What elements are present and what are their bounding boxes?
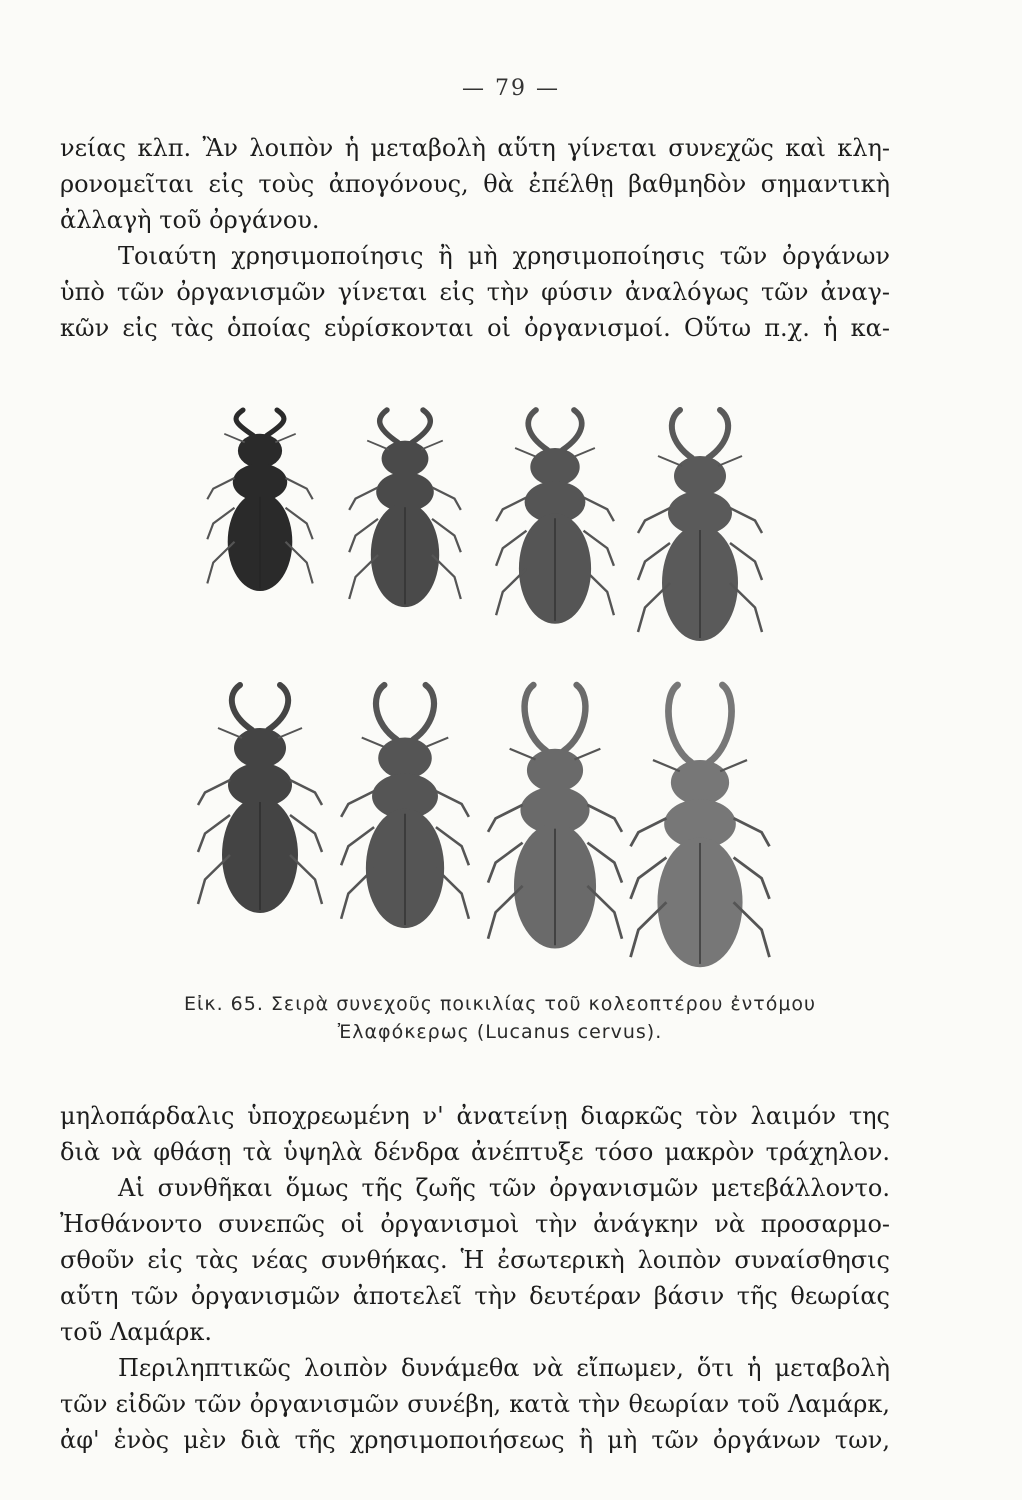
text-line: τῶν εἰδῶν τῶν ὀργανισμῶν συνέβη, κατὰ τὴν θεωρίαν τοῦ Λαμάρκ, bbox=[60, 1390, 890, 1418]
text-line: νείας κλπ. Ἂν λοιπὸν ἡ μεταβολὴ αὕτη γίνεται συνεχῶς καὶ κλη- bbox=[60, 134, 890, 162]
paragraph bbox=[60, 1170, 890, 1350]
stag-beetle bbox=[198, 685, 322, 913]
caption-line: Εἰκ. 65. Σειρὰ συνεχοῦς ποικιλίας τοῦ κολεοπτέρου ἐντόμου bbox=[183, 993, 817, 1015]
text-line: ὑπὸ τῶν ὀργανισμῶν γίνεται εἰς τὴν φύσιν ἀναλόγως τῶν ἀναγ- bbox=[60, 278, 890, 306]
paragraph bbox=[60, 238, 890, 346]
paragraph bbox=[60, 130, 890, 238]
paragraph bbox=[60, 1350, 890, 1458]
text-line: ρονομεῖται εἰς τοὺς ἀπογόνους, θὰ ἐπέλθῃ βαθμηδὸν σημαντικὴ bbox=[60, 170, 890, 198]
caption-line: Ἐλαφόκερως (Lucanus cervus). bbox=[337, 1021, 663, 1043]
stag-beetle bbox=[488, 685, 622, 949]
page-number: — 79 — bbox=[462, 76, 560, 101]
text-line: Αἱ συνθῆκαι ὅμως τῆς ζωῆς τῶν ὀργανισμῶν μετεβάλλοντο. bbox=[118, 1174, 890, 1202]
text-line: ἀφ' ἑνὸς μὲν διὰ τῆς χρησιμοποιήσεως ἢ μὴ τῶν ὀργάνων των, bbox=[60, 1426, 890, 1454]
paragraph bbox=[60, 1098, 890, 1170]
text-line: σθοῦν εἰς τὰς νέας συνθήκας. Ἡ ἐσωτερικὴ λοιπὸν συναίσθησις bbox=[60, 1246, 890, 1274]
text-line: Τοιαύτη χρησιμοποίησις ἢ μὴ χρησιμοποίησις τῶν ὀργάνων bbox=[118, 242, 890, 270]
bottom-text bbox=[60, 1098, 890, 1458]
beetle-illustration bbox=[180, 385, 870, 985]
stag-beetle bbox=[631, 685, 770, 967]
stag-beetle bbox=[638, 410, 762, 641]
text-line: Ἠσθάνοντο συνεπῶς οἱ ὀργανισμοὶ τὴν ἀνάγκην νὰ προσαρμο- bbox=[60, 1210, 890, 1238]
stag-beetle bbox=[341, 685, 469, 928]
figure-caption bbox=[90, 990, 910, 1046]
text-line: μηλοπάρδαλις ὑποχρεωμένη ν' ἀνατείνῃ διαρκῶς τὸν λαιμόν της bbox=[60, 1102, 890, 1130]
text-line: τοῦ Λαμάρκ. bbox=[60, 1318, 213, 1346]
text-line: κῶν εἰς τὰς ὁποίας εὑρίσκονται οἱ ὀργανισμοί. Οὕτω π.χ. ἡ κα- bbox=[60, 314, 890, 342]
stag-beetle bbox=[496, 410, 614, 624]
top-text bbox=[60, 130, 890, 346]
text-line: αὕτη τῶν ὀργανισμῶν ἀποτελεῖ τὴν δευτέραν βάσιν τῆς θεωρίας bbox=[60, 1282, 890, 1310]
stag-beetle bbox=[349, 410, 461, 607]
text-line: διὰ νὰ φθάσῃ τὰ ὑψηλὰ δένδρα ἀνέπτυξε τόσο μακρὸν τράχηλον. bbox=[60, 1138, 890, 1166]
stag-beetle bbox=[207, 410, 312, 591]
text-line: ἀλλαγὴ τοῦ ὀργάνου. bbox=[60, 206, 320, 234]
text-line: Περιληπτικῶς λοιπὸν δυνάμεθα νὰ εἴπωμεν, ὅτι ἡ μεταβολὴ bbox=[118, 1354, 890, 1382]
beetle-figure bbox=[180, 385, 870, 985]
